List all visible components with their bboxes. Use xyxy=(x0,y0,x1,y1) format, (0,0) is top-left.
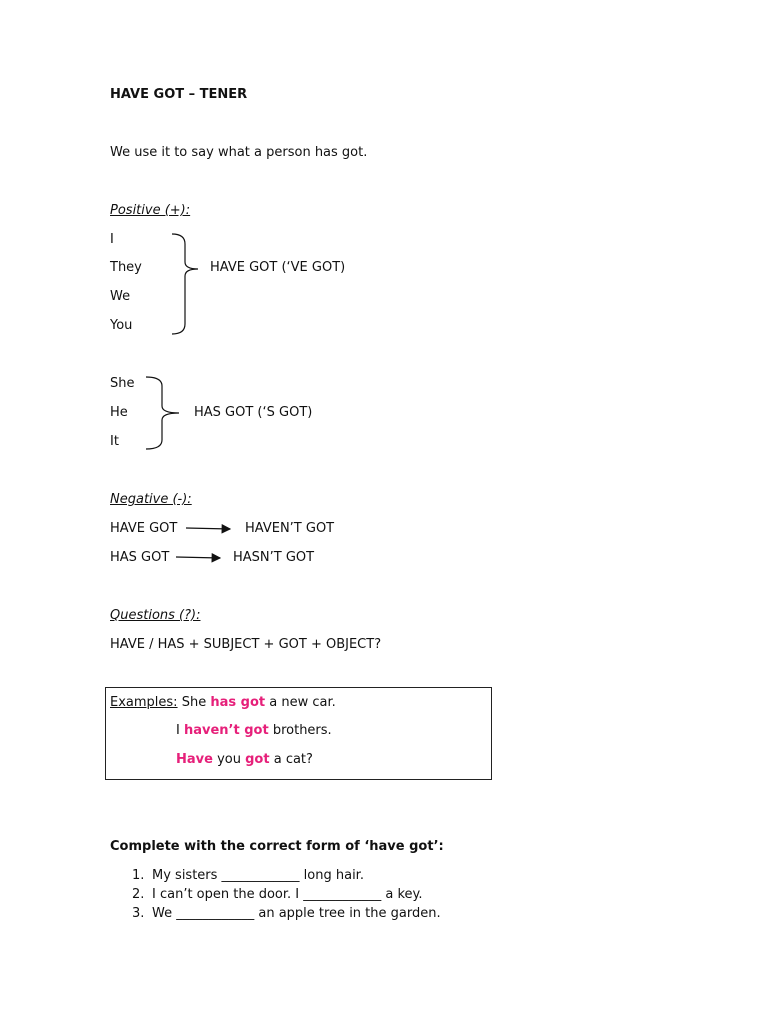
pronoun-it: It xyxy=(110,434,119,449)
brace-right-2 xyxy=(146,377,179,449)
have-got-form: HAVE GOT (‘VE GOT) xyxy=(210,260,346,275)
pronoun-she: She xyxy=(110,376,135,391)
example-2-pre: I xyxy=(176,723,180,738)
negative-from-2: HAS GOT xyxy=(110,550,170,565)
brace-right-1 xyxy=(172,234,198,334)
arrow-2 xyxy=(176,557,220,558)
exercise-item-3-text: We ____________ an apple tree in the garden. xyxy=(152,906,441,921)
example-2-highlight: haven’t got xyxy=(183,723,269,738)
pronoun-i: I xyxy=(110,232,114,247)
pronoun-they: They xyxy=(110,260,142,275)
example-3-post: a cat? xyxy=(273,752,313,767)
page-title: HAVE GOT – TENER xyxy=(110,87,248,102)
exercise-item-1-text: My sisters ____________ long hair. xyxy=(152,868,364,883)
question-structure: HAVE / HAS + SUBJECT + GOT + OBJECT? xyxy=(110,637,382,652)
exercise-item-2-text: I can’t open the door. I ____________ a key. xyxy=(152,887,423,902)
pronoun-we: We xyxy=(110,289,131,304)
example-3-highlight-have: Have xyxy=(176,752,213,767)
negative-to-1: HAVEN’T GOT xyxy=(245,521,335,536)
exercise-heading: Complete with the correct form of ‘have got’: xyxy=(110,839,444,854)
examples-label: Examples: xyxy=(110,695,178,710)
pronoun-you: You xyxy=(110,318,133,333)
positive-heading: Positive (+): xyxy=(110,203,191,218)
example-3-mid: you xyxy=(217,752,241,767)
exercise-item-1-number: 1. xyxy=(132,868,145,883)
negative-to-2: HASN’T GOT xyxy=(233,550,315,565)
arrow-1 xyxy=(186,528,230,529)
exercise-item-3-number: 3. xyxy=(132,906,145,921)
example-1-pre: She xyxy=(181,695,207,710)
questions-heading: Questions (?): xyxy=(110,608,201,623)
intro-text: We use it to say what a person has got. xyxy=(110,145,368,160)
example-2-post: brothers. xyxy=(272,723,332,738)
example-1-post: a new car. xyxy=(269,695,336,710)
example-1-highlight: has got xyxy=(210,695,266,710)
example-3-highlight-got: got xyxy=(245,752,270,767)
negative-from-1: HAVE GOT xyxy=(110,521,178,536)
has-got-form: HAS GOT (‘S GOT) xyxy=(194,405,313,420)
exercise-item-2-number: 2. xyxy=(132,887,145,902)
pronoun-he: He xyxy=(110,405,128,420)
negative-heading: Negative (-): xyxy=(110,492,192,507)
